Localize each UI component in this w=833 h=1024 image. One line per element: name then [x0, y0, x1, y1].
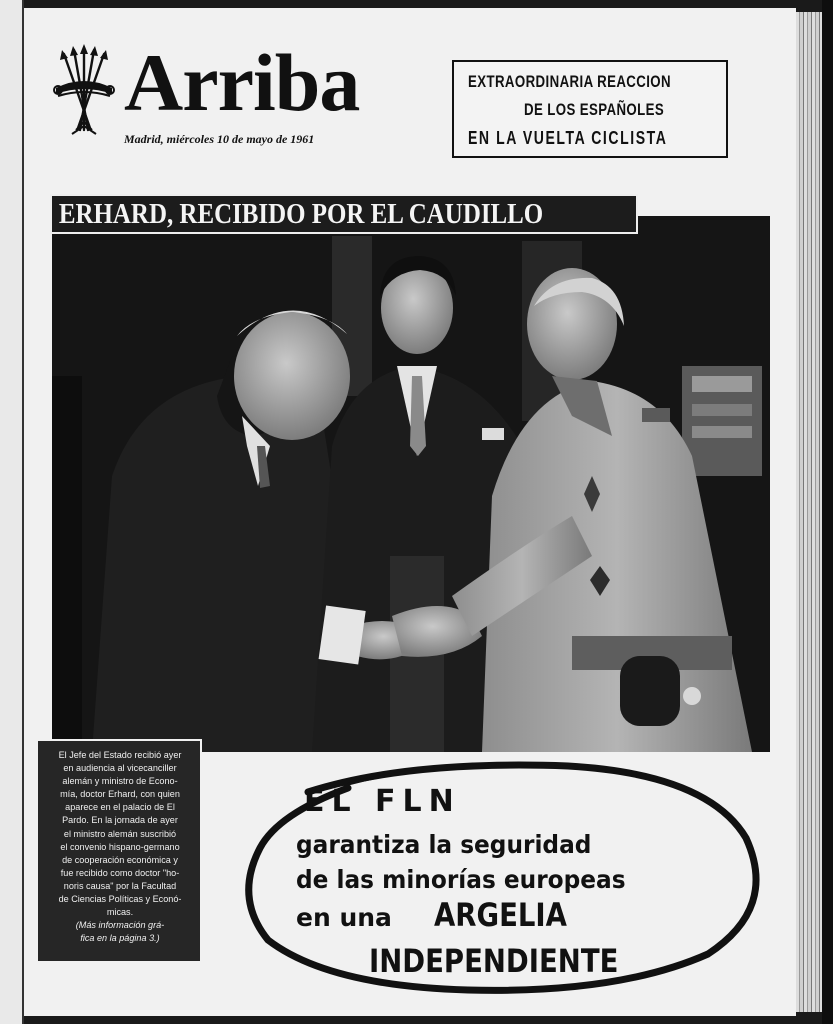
caption-line: noris causa" por la Facultad — [63, 880, 177, 891]
yoke-and-arrows-emblem — [52, 44, 116, 140]
newspaper-page — [24, 8, 796, 1016]
caption-line: El Jefe del Estado recibió ayer — [58, 750, 182, 760]
cycling-news-box — [452, 60, 728, 158]
caption-line: fue recibido como doctor "ho- — [60, 867, 180, 878]
caption-line: en audiencia al vicecanciller — [63, 763, 177, 774]
fln-headline-line-4-emphasis: ARGELIA — [434, 896, 567, 934]
main-headline: ERHARD, RECIBIDO POR EL CAUDILLO — [58, 198, 544, 230]
fln-headline-line-5: INDEPENDIENTE — [369, 942, 619, 980]
fln-headline-line-3: de las minorías europeas — [296, 865, 626, 894]
left-page-edge — [0, 0, 24, 1024]
caption-line: de cooperación económica y — [62, 854, 178, 865]
caption-line: el ministro alemán suscribió — [63, 828, 177, 839]
caption-line: micas. — [106, 907, 134, 918]
dateline: Madrid, miércoles 10 de mayo de 1961 — [124, 132, 315, 146]
cycling-headline-line-2: DE LOS ESPAÑOLES — [524, 100, 665, 119]
main-headline-banner — [50, 194, 638, 234]
caption-line: mía, doctor Erhard, con quien — [60, 789, 180, 800]
binding-shadow — [822, 0, 833, 1024]
caption-line: el convenio hispano-germano — [60, 841, 180, 852]
fln-headline-line-2: garantiza la seguridad — [296, 830, 592, 859]
fln-headline-line-1: EL FLN — [304, 784, 461, 819]
caption-reference: (Más información grá- — [75, 920, 165, 931]
fln-headline-line-4-prefix: en una — [296, 903, 392, 932]
photo-scene — [52, 216, 770, 752]
caption-line: aparece en el palacio de El — [65, 802, 175, 813]
caption-line: Pardo. En la jornada de ayer — [62, 815, 178, 826]
masthead-title: Arriba — [124, 37, 360, 128]
photo-caption — [36, 739, 202, 963]
page-stack-edges — [796, 12, 822, 1012]
caption-reference: fica en la página 3.) — [80, 933, 160, 944]
caption-line: de Ciencias Políticas y Econó- — [58, 894, 182, 905]
handshake-photo — [52, 216, 770, 752]
cycling-headline-line-3: EN LA VUELTA CICLISTA — [468, 128, 668, 148]
caption-line: alemán y ministro de Econo- — [62, 776, 178, 787]
cycling-headline-line-1: EXTRAORDINARIA REACCION — [468, 72, 671, 91]
